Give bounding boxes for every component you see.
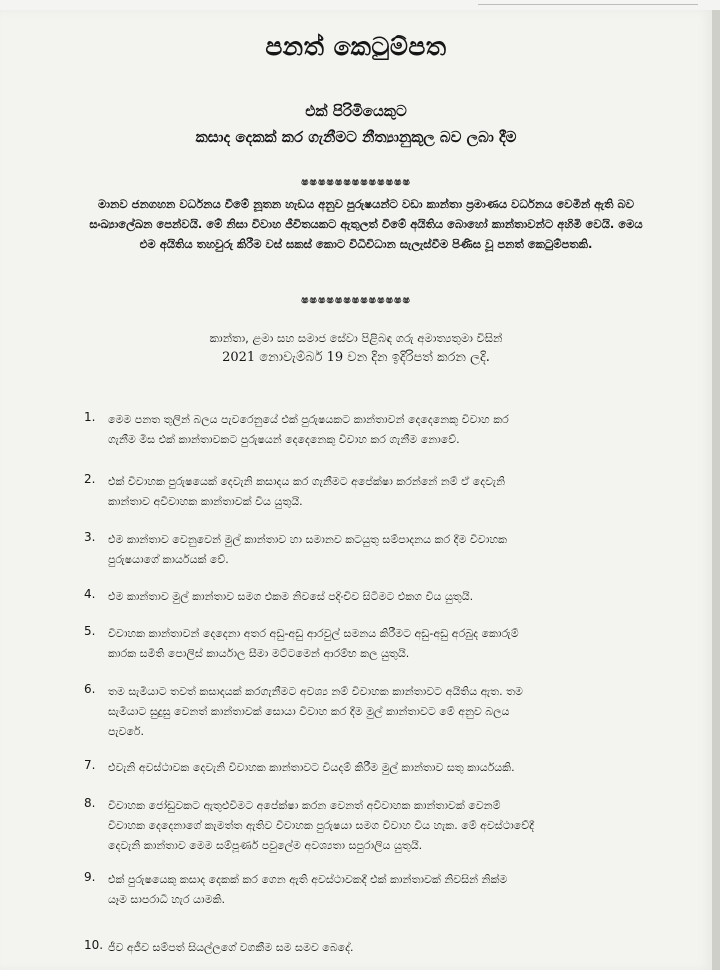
issuer-line: කාන්තා, ළමා සහ සමාජ සේවා පිළිබඳ ගරු අමාත්‍යතුමා විසින් [209,331,503,345]
clause-line: ජීව අජීව සම්පත් සියල්ලගේ වගකීම සම සමව බෙදේ. [108,941,354,954]
clause-number: 6. [84,682,96,696]
top-bar [0,0,720,10]
clause-line: ගැනීම මිස එක් කාන්තාවකට පුරුෂයන් දෙදෙනෙකු විවාහ කර ගැනීම නොවේ. [108,433,460,446]
clause-line: කාන්තාව අවිවාහක කාන්තාවක් විය යුතුයි. [108,495,303,508]
clause-line: යෑම සාපරාධී හැර යාමකි. [108,893,226,906]
clause-line: එම කාන්තාව වෙනුවෙන් මුල් කාන්තාව හා සමානව කටයුතු සම්පාදනය කර දීම විවාහක [108,533,507,546]
intro-paragraph: මානව ජනගහන වර්ධනය වීමේ නූතන හැඩය අනුව පුරුෂයන්ට වඩා කාන්තා ප්‍රමාණය වර්ධනය වෙමින් ඇති බව සංඛ්‍යාලේඛන පෙන්වයි. මේ නිසා විවාහ ජීවිතයකට ඇතුලත් වීමේ අයිතිය බොහෝ කාන්තාවන්ට අහිමි වෙයි. මෙය එම අයිතිය තහවුරු කිරීම වස් සකස් කොට විධිවිධාන සැලැස්වීම පිණිස වූ පනත් කෙටුම්පතකි. [89,197,643,251]
clause-number: 4. [84,587,96,601]
clause-line: පුරුෂයාගේ කාර්යයක් වේ. [108,553,229,566]
clause-line: දෙවැනි කාන්තාව මෙම සම්පූර්ණ පවුලේම අවශ්‍යතා සපුරාලිය යුතුයි. [108,839,423,852]
clause-text [108,587,680,607]
issue-date: 2021 නොවැම්බර් 19 වන දින ඉදිරිපත් කරන ලදි. [222,350,490,365]
page-edge [712,10,720,970]
issuer-block [0,328,712,368]
clause-line: සැමියාට සුදුසු වෙනත් කාන්තාවක් සොයා විවාහ කර දීම මුල් කාන්තාවට මේ අනුව බලය [108,705,510,718]
clause-number: 3. [84,530,96,544]
top-rule [478,4,698,5]
clause-number: 5. [84,624,96,638]
clause-number: 8. [84,796,96,810]
clause-line: එක් පුරුෂයෙකු කසාද දෙකක් කර ගෙන ඇති අවස්ථාවකදී එක් කාන්තාවක් නිවසින් නික්ම [108,873,508,886]
clause-line: පැවරේ. [108,725,145,738]
clause-text [108,758,680,778]
clause-number: 9. [84,870,96,884]
clause-line: කාරක සමිති පොලිස් කාර්යාල සීමා මට්ටමෙන් ආරම්භ කල යුතුයි. [108,647,410,660]
clause-text [108,530,680,570]
clause-number: 2. [84,472,96,486]
divider-top: ෂෂෂෂෂෂෂෂෂෂෂෂෂ [301,175,411,188]
clause-text [108,624,680,664]
clause-line: විවාහක ජෝඩුවකට ඇතුළුවීමට අපේක්ෂා කරන වෙනත් අවිවාහක කාන්තාවක් වෙනම් [108,799,501,812]
clause-text [108,938,680,958]
clause-number: 10. [84,938,104,952]
clause-text [108,472,680,512]
clause-line: තම සැමියාට තවත් කසාදයක් කරගැනීමට අවශ්‍ය නම් විවාහක කාන්තාවට අයිතිය ඇත. තම [108,685,523,698]
clause-text [108,870,680,910]
clause-line: එක් විවාහක පුරුෂයෙක් දෙවැනි කසාදය කර ගැනීමට අපේක්ෂා කරන්නේ නම් ඒ දෙවැනි [108,475,506,488]
clause-number: 7. [84,758,96,772]
subtitle-line-2: කසාද දෙකක් කර ගැනීමට නීත්‍යානුකූල බව ලබා දීම [195,128,517,146]
clause-line: විවාහක දෙදෙනාගේ කැමත්ත ඇතිව විවාහක පුරුෂයා සමග විවාහ විය හැක. මේ අවස්ථාවේදී [108,819,535,832]
subtitle-line-1: එක් පිරිමියෙකුට [305,102,407,120]
divider-bottom: ෂෂෂෂෂෂෂෂෂෂෂෂෂ [301,293,411,306]
clause-text [108,682,680,742]
clause-line: එවැනි අවස්ථාවක දෙවැනි විවාහක කාන්තාවට වියදම් කිරීම මුල් කාන්තාව සතු කාර්යයකි. [108,761,515,774]
clause-text [108,410,680,450]
document-title: පනත් කෙටුම්පත [265,32,447,61]
clause-line: එම කාන්තාව මුල් කාන්තාව සමග එකම නිවසේ පදිංචිව සිටීමට එකග විය යුතුයි. [108,590,474,603]
clause-number: 1. [84,410,96,424]
clause-text [108,796,680,856]
document-page [0,10,712,970]
clause-line: විවාහක කාන්තාවන් දෙදෙනා අතර අඩු-අඩු ආරවුල් සමනය කිරීමට අඩු-අඩු අරබුද කොරුම් [108,627,519,640]
clause-line: මෙම පනත තුලින් බලය පැවරෙනුයේ එක් පුරුෂයකට කාන්තාවන් දෙදෙනෙකු විවාහ කර [108,413,509,426]
